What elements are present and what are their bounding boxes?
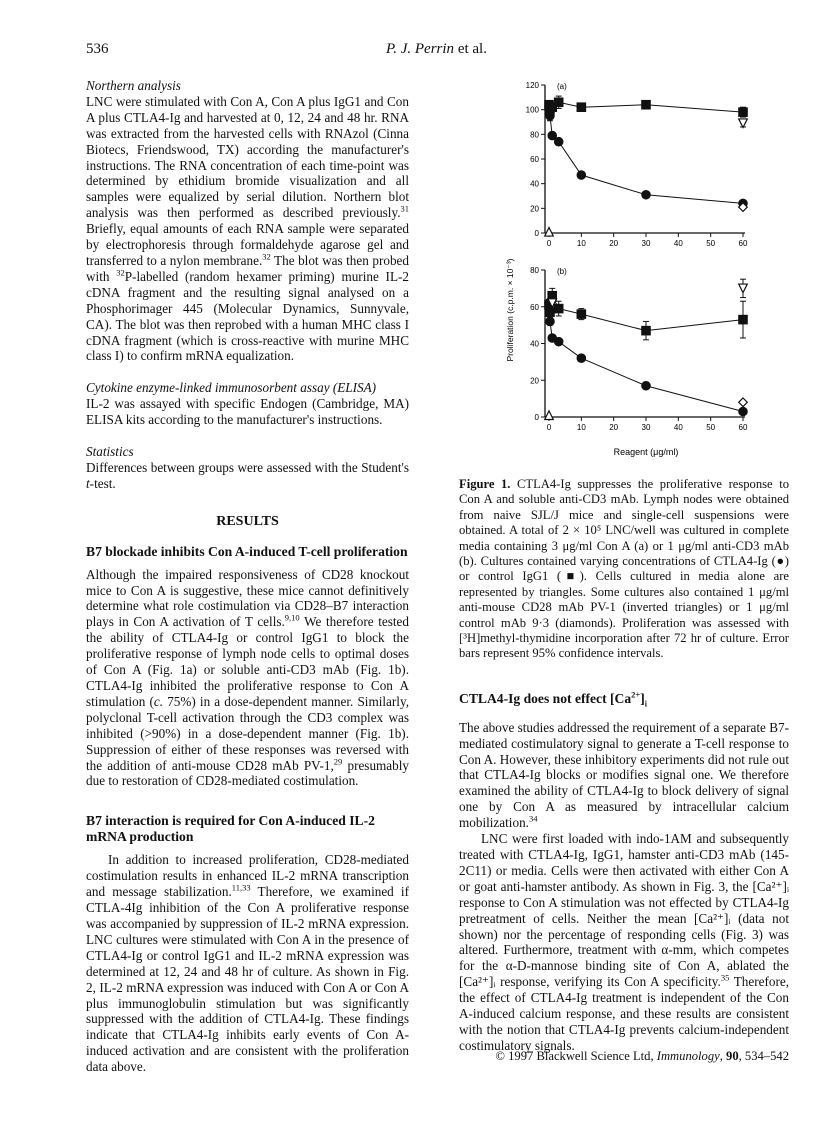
data-point-circle <box>577 354 586 363</box>
x-axis-label: Reagent (μg/ml) <box>613 447 679 457</box>
caption-label: Figure 1. <box>459 477 511 491</box>
figure-caption <box>459 477 789 662</box>
y-tick-label: 40 <box>530 339 539 349</box>
x-tick-label: 50 <box>706 239 716 248</box>
figure-1-plots <box>495 70 795 460</box>
subheading-northern: Northern analysis <box>86 78 181 93</box>
caption-text: CTLA4-Ig suppresses the proliferative response to Con A and soluble anti-CD3 mAb. Lymph nodes were obtained from naive SJL/J mice and single-cell suspensions were obtained. A total of 2 × 10⁵ LNC/well was cultured in complete media containing 3 μg/ml Con A (a) or 1 μg/ml anti-CD3 mAb (b). Cultures contained varying concentrations of CTLA4-Ig (●) or control IgG1 (■). Cells cultured in media alone are represented by triangles. Some cultures also contained 1 μg/ml anti-mouse CD28 mAb PV-1 (inverted triangles) or 1 μg/ml control mAb 9·3 (diamonds). Proliferation was assessed with [³H]methyl-thymidine incorporation after 72 hr of culture. Error bars represent 95% confidence intervals. <box>459 477 789 661</box>
paragraph-b7-blockade: Although the impaired responsiveness of CD28 knockout mice to Con A is suggestive, these mice cannot definitively determine what role costimulation via CD28–B7 interaction plays in Con A activation of T cells.$^{9,10}$ We therefore tested the ability of CTLA4-Ig or control IgG1 to block the proliferative response of lymph node cells to optimal doses of Con A (Fig. 1a) or soluble anti-CD3 mAb (Fig. 1b). CTLA4-Ig inhibited the proliferative response to Con A stimulation (c. 75%) in a dose-dependent manner. Similarly, polyclonal T-cell activation through the CD3 complex was inhibited (>90%) in a dose-dependent manner (Fig. 1b). Suppression of either of these responses was reversed with the addition of anti-mouse CD28 mAb PV-1,29 presumably due to restoration of CD28-mediated costimulation. <box>86 566 410 789</box>
data-point-circle <box>546 317 555 326</box>
data-point-inverted-triangle <box>739 119 748 128</box>
paragraph-elisa: IL-2 was assayed with specific Endogen (Cambridge, MA) ELISA kits according to the manufacturer's instructions. <box>86 396 409 428</box>
data-point-square <box>642 100 651 109</box>
data-point-circle <box>554 337 563 346</box>
subheading-elisa: Cytokine enzyme-linked immunosorbent assay (ELISA) <box>86 380 377 396</box>
x-tick-label: 20 <box>609 423 619 432</box>
section-b7-blockade <box>86 544 409 790</box>
section-statistics <box>86 444 409 492</box>
y-tick-label: 0 <box>534 229 539 238</box>
data-point-triangle <box>545 227 554 236</box>
y-axis-label: Proliferation (c.p.m. × 10⁻³) <box>505 258 515 362</box>
running-head-authors: P. J. Perrin et al. <box>386 41 487 57</box>
data-point-circle <box>642 381 651 390</box>
data-point-inverted-triangle <box>739 284 748 293</box>
y-tick-label: 0 <box>534 413 539 422</box>
series-line-ctla4-ig <box>549 106 743 203</box>
paragraph-statistics: Differences between groups were assessed with the Student's t-test. <box>86 459 409 491</box>
panel-b <box>530 266 748 432</box>
data-point-square <box>546 308 555 317</box>
panel-label: (b) <box>557 267 567 276</box>
x-tick-label: 10 <box>576 239 586 248</box>
section-elisa <box>86 380 409 428</box>
copyright-footer: © 1997 Blackwell Science Ltd, Immunology, 90, 534–542 <box>495 1049 789 1063</box>
page-number: 536 <box>86 41 109 57</box>
x-tick-label: 60 <box>738 239 748 248</box>
right-column <box>459 691 789 1054</box>
x-tick-label: 0 <box>546 239 552 248</box>
data-point-circle <box>642 190 651 199</box>
y-tick-label: 20 <box>530 376 539 386</box>
data-point-square <box>577 103 586 112</box>
x-tick-label: 50 <box>706 423 716 432</box>
heading-b7-interaction: B7 interaction is required for Con A-induced IL-2 mRNA production <box>86 813 375 845</box>
data-point-square <box>739 315 748 324</box>
x-tick-label: 30 <box>641 423 651 432</box>
y-tick-label: 120 <box>525 81 539 90</box>
data-point-square <box>642 326 651 335</box>
data-point-square <box>739 108 748 117</box>
section-northern-analysis <box>86 78 409 364</box>
y-tick-label: 40 <box>530 179 539 189</box>
heading-ca-section: CTLA4-Ig does not effect $[Ca^{2+}]_i$ <box>459 689 648 709</box>
x-tick-label: 40 <box>673 423 683 432</box>
x-tick-label: 30 <box>641 239 651 248</box>
y-tick-label: 100 <box>525 105 539 115</box>
heading-b7-blockade: B7 blockade inhibits Con A-induced T-cell proliferation <box>86 543 408 559</box>
results-heading: RESULTS <box>216 513 279 529</box>
y-tick-label: 60 <box>530 302 539 312</box>
data-point-circle <box>554 137 563 146</box>
data-point-circle <box>577 171 586 180</box>
data-point-square <box>554 304 563 313</box>
x-tick-label: 40 <box>673 239 683 248</box>
paragraph-ca-1: The above studies addressed the requirement of a separate B7-mediated costimulatory signal to generate a T-cell response to Con A. However, these inhibitory experiments did not rule out that CTLA4-Ig blocks or modifies signal one. We therefore examined the ability of CTLA4-Ig to block delivery of signal one by Con A as measured by intracellular calcium mobilization.$^{34}$ <box>459 719 789 831</box>
x-tick-label: 10 <box>576 423 586 432</box>
paragraph-ca-2: LNC were first loaded with indo-1AM and subsequently treated with CTLA4-Ig, IgG1, hamster anti-CD3 mAb (145-2C11) or media. Cells were then activated with either Con A or goat anti-hamster antibody. As shown in Fig. 3, the [Ca²⁺]ᵢ response to Con A stimulation was not effected by CTLA4-Ig pretreatment of cells. Neither the mean [Ca²⁺]ᵢ (data not shown) nor the percentage of responding cells (Fig. 3) was altered. Furthermore, treatment with α-mm, which competes for the α-D-mannose binding site of Con A, ablated the [Ca²⁺]ᵢ response, verifying its Con A specificity.$^{35}$ Therefore, the effect of CTLA4-Ig treatment is independent of the Con A-induced calcium response, and these results are consistent with the notion that CTLA4-Ig prevents calcium-independent costimulatory signals. <box>459 831 789 1053</box>
paragraph-b7-interaction: In addition to increased proliferation, CD28-mediated costimulation results in enhanced IL-2 mRNA transcription and message stabilization.$^{11,33}$ Therefore, we examined if CTLA-4Ig inhibition of the Con A proliferative response was accompanied by suppression of IL-2 mRNA expression. LNC cultures were stimulated with Con A in the presence of CTLA4-Ig or control IgG1 and IL-2 mRNA expression was determined at 12, 24 and 48 hr of culture. As shown in Fig. 2, IL-2 mRNA expression was induced with Con A or Con A plus immunoglobulin stimulation but was significantly suppressed with the addition of CTLA4-Ig. These findings indicate that CTLA4-Ig inhibits early events of Con A-induced activation and are consistent with the proliferation data above. <box>86 852 409 1075</box>
panel-a <box>526 81 748 248</box>
y-tick-label: 80 <box>530 266 539 275</box>
section-b7-interaction <box>86 813 409 1075</box>
data-point-square <box>554 98 563 107</box>
x-tick-label: 0 <box>546 423 552 432</box>
data-point-triangle <box>545 411 554 420</box>
data-point-square <box>577 310 586 319</box>
y-tick-label: 20 <box>530 204 539 214</box>
y-tick-label: 60 <box>530 155 539 164</box>
panel-label: (a) <box>557 82 567 91</box>
y-tick-label: 80 <box>530 130 539 140</box>
left-column <box>86 78 409 1075</box>
data-point-circle <box>739 407 748 416</box>
subheading-statistics: Statistics <box>86 444 134 460</box>
data-point-diamond <box>739 398 748 407</box>
x-tick-label: 20 <box>609 239 619 248</box>
paragraph-northern: LNC were stimulated with Con A, Con A plus IgG1 and Con A plus CTLA4-Ig and harvested at 0, 12, 24 and 48 hr. RNA was extracted from the harvested cells with RNAzol (Cinna Biotecs, Friendswood, TX) according the manufacturer's instructions. The RNA concentration of each time-point was determined by ethidium bromide visualization and all samples were equalized by serial dilution. Northern blot analysis was then performed as described previously.$^{31}$ Briefly, equal amounts of each RNA sample were separated by electrophoresis through formaldehyde agarose gel and transferred to a nylon membrane.$^{32}$ The blot was then probed with $^{32}$P-labelled (random hexamer priming) murine IL-2 cDNA fragment and the resulting signal analysed on a Phosphorimager 445 (Molecular Dynamics, Sunnyvale, CA). The blot was then reprobed with a human MHC class I cDNA fragment (which is cross-reactive with murine MHC class I) to confirm mRNA equalization. <box>86 93 409 364</box>
x-tick-label: 60 <box>738 423 748 432</box>
